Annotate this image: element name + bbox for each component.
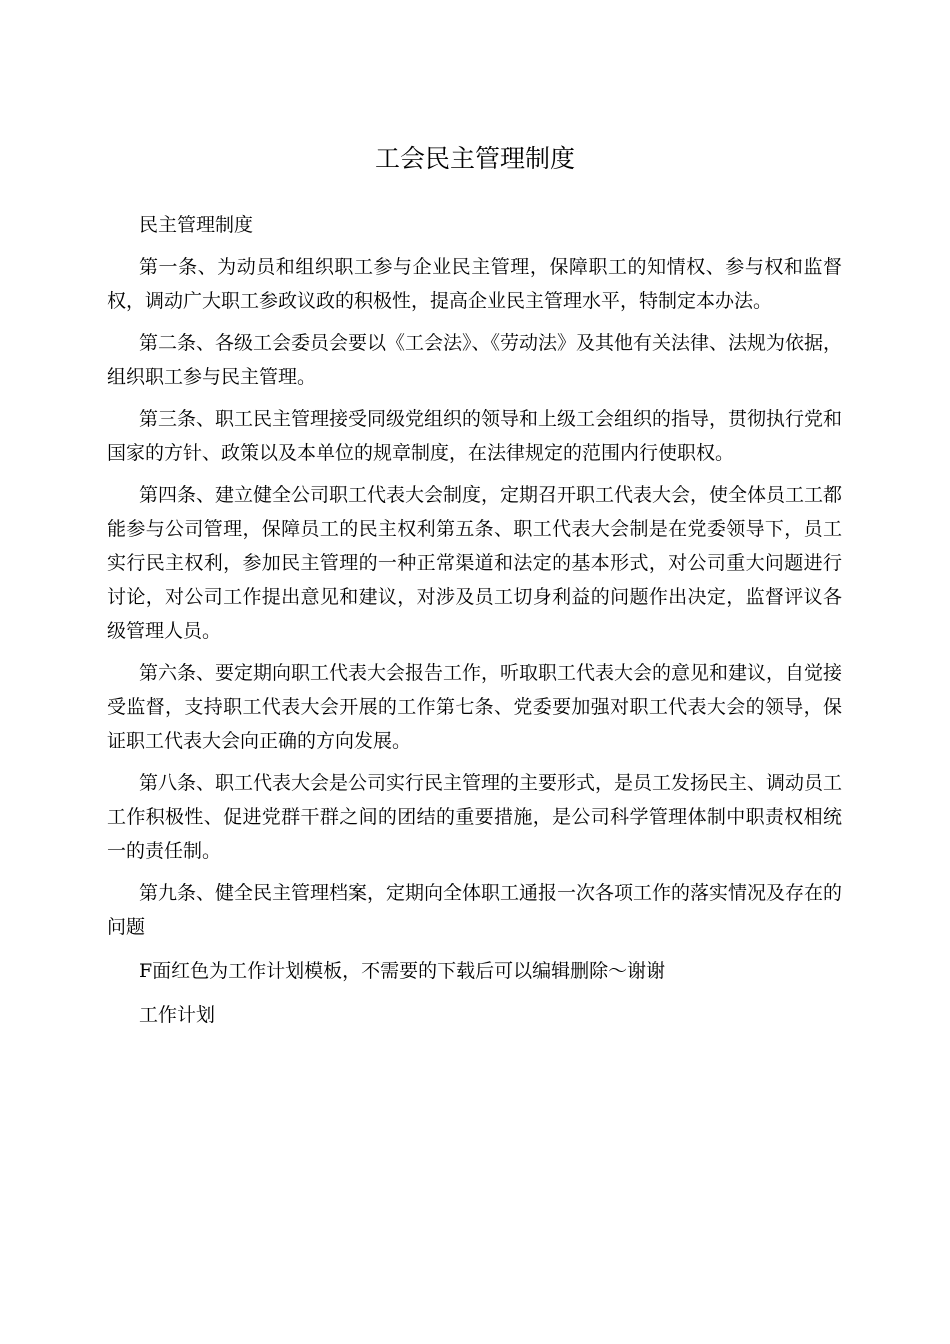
paragraph-article-6-7: 第六条、要定期向职工代表大会报告工作，听取职工代表大会的意见和建议，自觉接受监督，支持职工代表大会开展的工作第七条、党委要加强对职工代表大会的领导，保证职工代表大会向正确的方向发展。 [107,662,843,752]
paragraph-article-4-5: 第四条、建立健全公司职工代表大会制度，定期召开职工代表大会，使全体员工工都能参与公司管理，保障员工的民主权利第五条、职工代表大会制是在党委领导下，员工实行民主权利，参加民主管理的一种正常渠道和法定的基本形式，对公司重大问题进行讨论，对公司工作提出意见和建议，对涉及员工切身利益的问题作出决定，监督评议各级管理人员。 [107,484,843,642]
paragraph-article-8: 第八条、职工代表大会是公司实行民主管理的主要形式，是员工发扬民主、调动员工工作积极性、促进党群干群之间的团结的重要措施，是公司科学管理体制中职责权相统一的责任制。 [107,772,843,862]
paragraph-article-3: 第三条、职工民主管理接受同级党组织的领导和上级工会组织的指导，贯彻执行党和国家的方针、政策以及本单位的规章制度，在法律规定的范围内行使职权。 [107,408,843,464]
document-title: 工会民主管理制度 [374,144,575,173]
paragraph-article-2: 第二条、各级工会委员会要以《工会法》、《劳动法》及其他有关法律、法规为依据，组织职工参与民主管理。 [107,332,843,388]
paragraph-article-1: 第一条、为动员和组织职工参与企业民主管理，保障职工的知情权、参与权和监督权，调动广大职工参政议政的积极性，提高企业民主管理水平，特制定本办法。 [107,256,842,312]
paragraph-work-plan-heading: 工作计划 [139,1004,216,1026]
paragraph-article-9: 第九条、健全民主管理档案，定期向全体职工通报一次各项工作的落实情况及存在的问题 [107,882,843,938]
paragraph-section-heading: 民主管理制度 [139,214,254,236]
document-body [107,208,842,1040]
paragraph-template-note: F面红色为工作计划模板，不需要的下载后可以编辑删除〜谢谢 [139,960,666,982]
